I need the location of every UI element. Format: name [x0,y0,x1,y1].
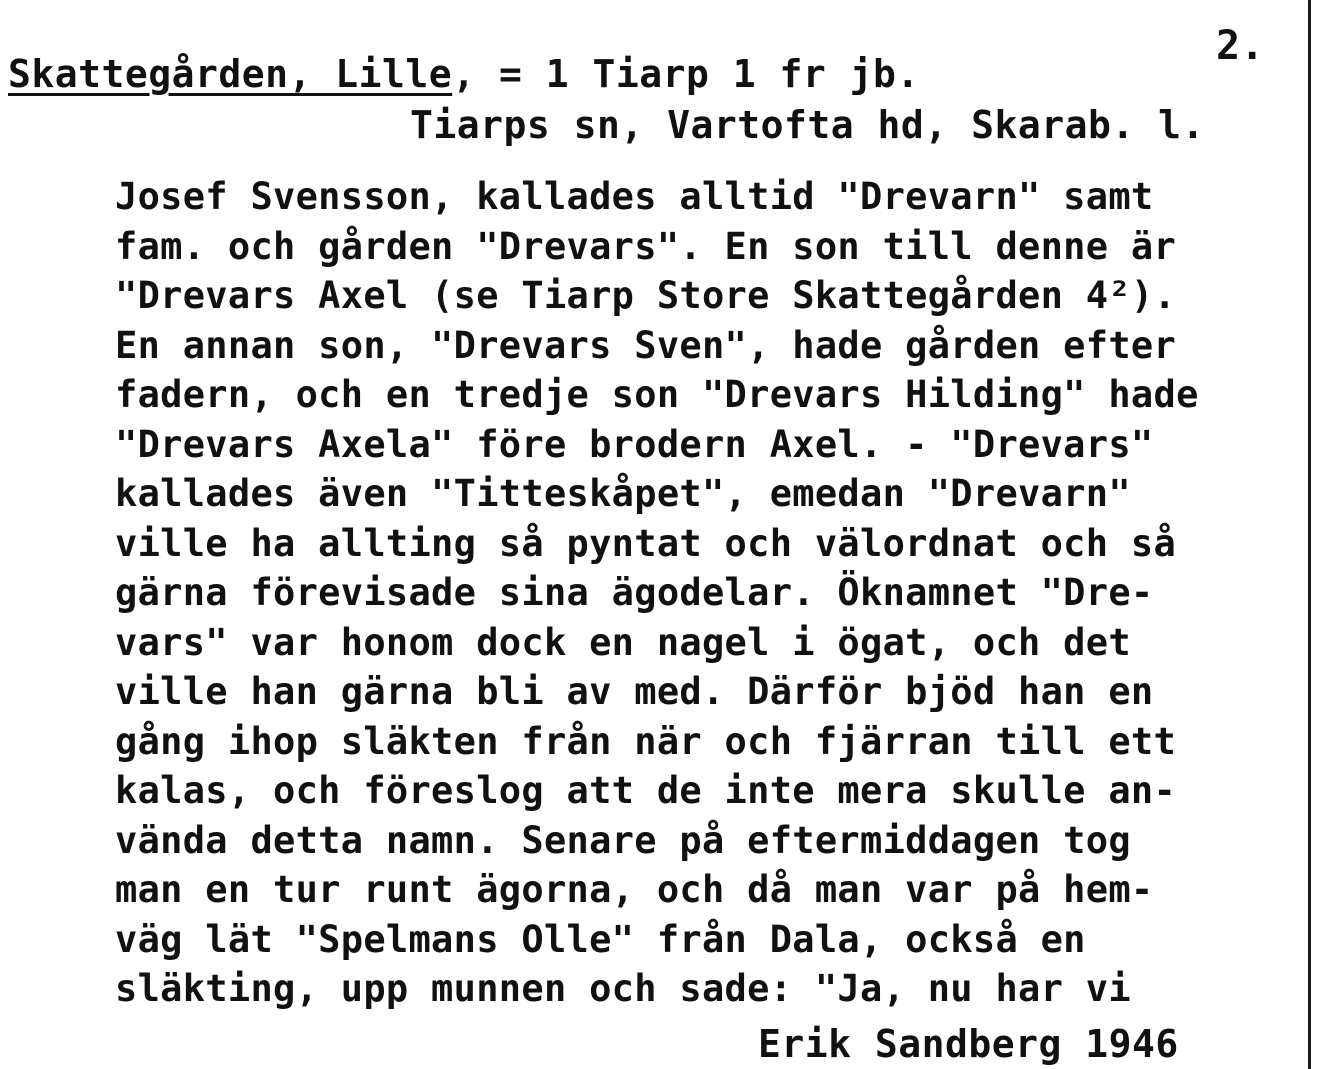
text-line: fam. och gården "Drevars". En son till denne är [115,224,1177,268]
place-name: Skattegården, Lille [8,52,453,96]
page-number: 2. [1216,23,1265,69]
text-line: ville han gärna bli av med. Därför bjöd han en [115,670,1154,713]
heading-reference: , = 1 Tiarp 1 fr jb. [452,52,920,96]
text-line: gärna förevisade sina ägodelar. Öknamnet "Dre- [115,571,1154,614]
card-heading [8,52,920,96]
body-text [115,172,1305,1014]
text-line: vända detta namn. Senare på eftermiddagen tog [115,818,1131,862]
text-line: släkting, upp munnen och sade: "Ja, nu har vi [115,967,1131,1010]
text-line: kalas, och föreslog att de inte mera skulle an- [115,769,1177,812]
text-line: En annan son, "Drevars Sven", hade gården efter [115,323,1177,367]
heading-location: Tiarps sn, Vartofta hd, Skarab. l. [410,103,1205,147]
text-line: "Drevars Axela" före brodern Axel. - "Drevars" [115,422,1154,466]
text-line: man en tur runt ägorna, och då man var på hem- [115,868,1154,911]
text-line: vars" var honom dock en nagel i ögat, och det [115,620,1131,664]
text-line: fadern, och en tredje son "Drevars Hilding" hade [115,373,1199,416]
text-line: Josef Svensson, kallades alltid "Drevarn" samt [115,175,1154,218]
text-line: gång ihop släkten från när och fjärran till ett [115,719,1177,763]
text-line: ville ha allting så pyntat och välordnat och så [115,521,1177,565]
text-line: kallades även "Titteskåpet", emedan "Drevarn" [115,472,1131,515]
author-signature: Erik Sandberg 1946 [758,1022,1179,1066]
card-edge-line [1308,0,1311,1069]
text-line: "Drevars Axel (se Tiarp Store Skattegården 4²). [115,274,1177,317]
text-line: väg lät "Spelmans Olle" från Dala, också en [115,917,1086,961]
